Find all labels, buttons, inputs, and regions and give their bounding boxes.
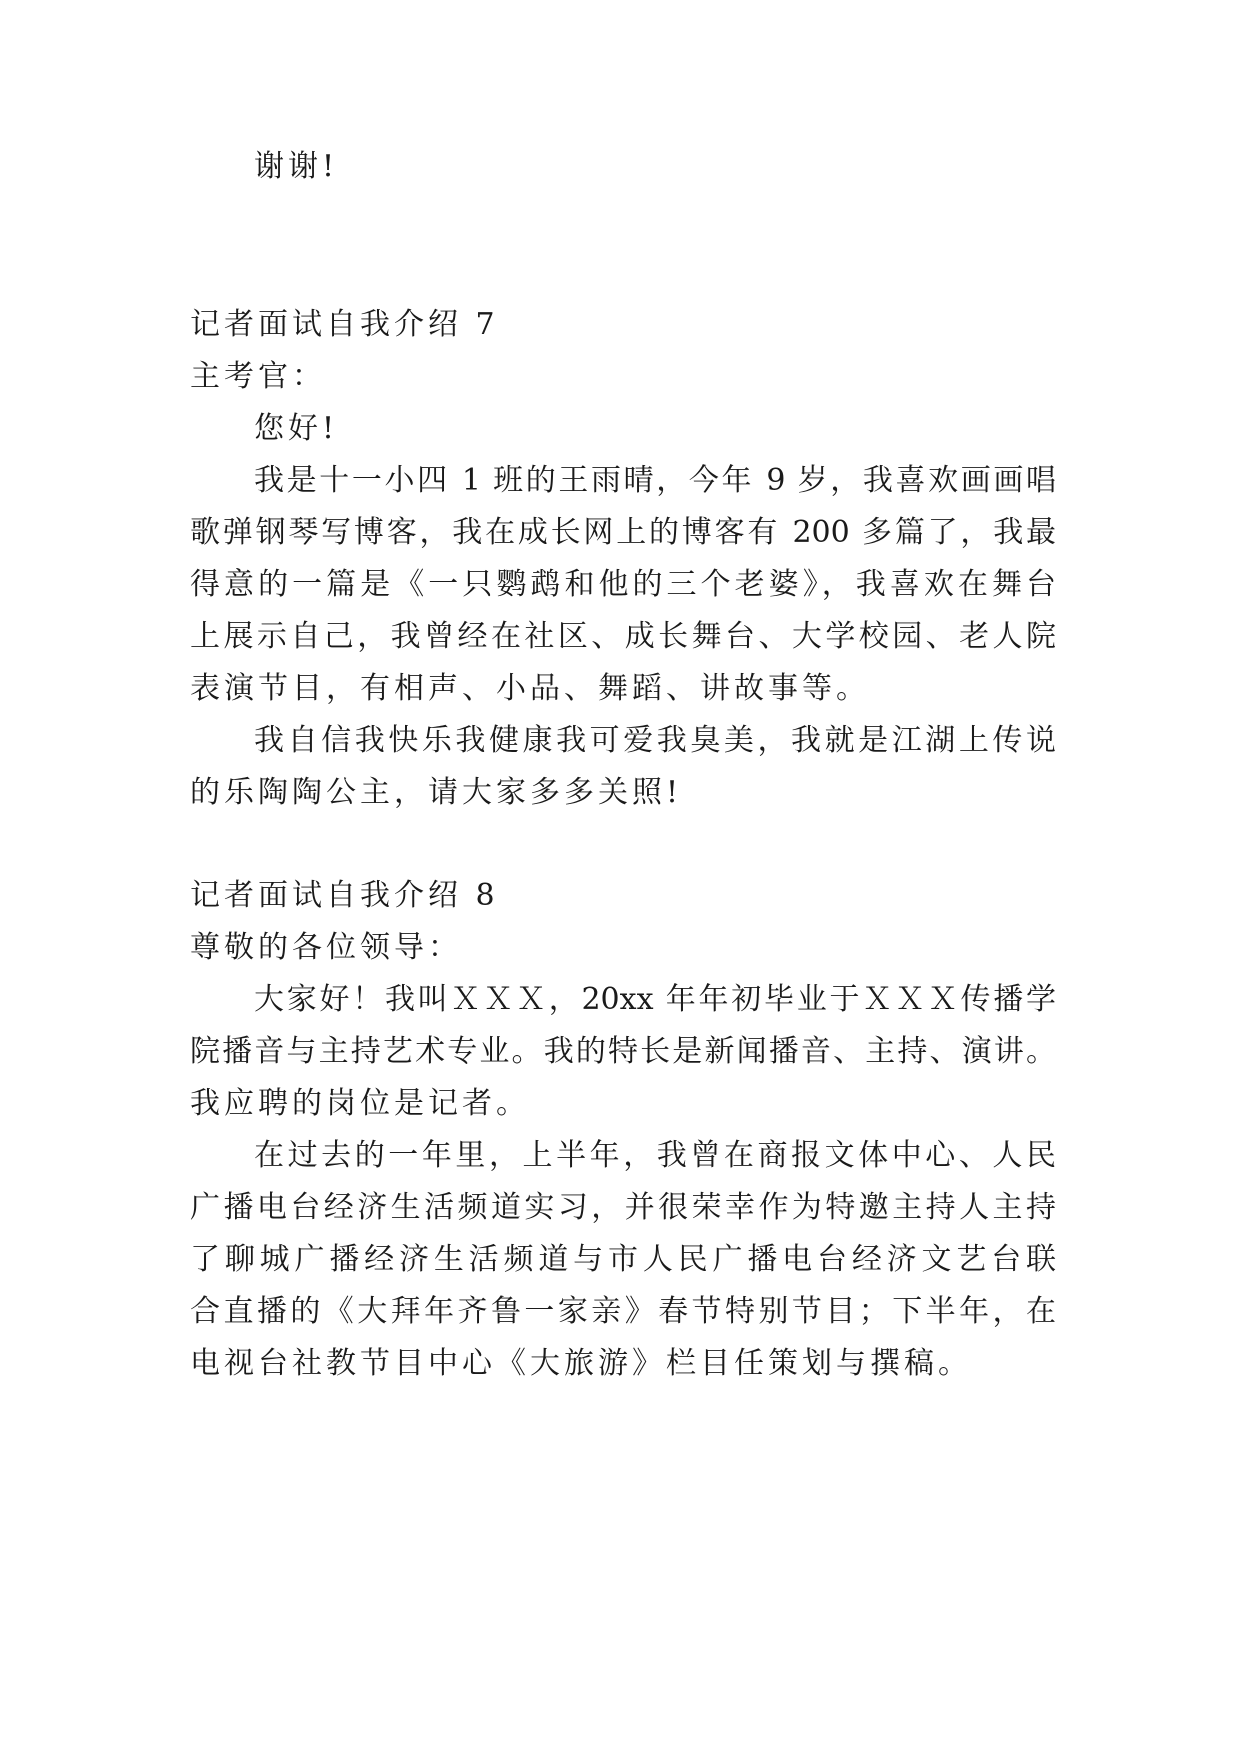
section-8-para1-line: 院播音与主持艺术专业。我的特长是新闻播音、主持、演讲。 [190, 1034, 1056, 1069]
section-7-para1-line: 歌弹钢琴写博客，我在成长网上的博客有 200 多篇了，我最 [190, 515, 1056, 550]
section-8-para1-line: 我应聘的岗位是记者。 [190, 1086, 530, 1121]
section-7-para1-line: 得意的一篇是《一只鹦鹉和他的三个老婆》，我喜欢在舞台 [190, 567, 1056, 602]
section-8-para1-line: 大家好！我叫ＸＸＸ，20xx 年年初毕业于ＸＸＸ传播学 [254, 982, 1056, 1017]
section-8-para2-line: 在过去的一年里，上半年，我曾在商报文体中心、人民 [254, 1138, 1056, 1173]
thanks-line: 谢谢! [254, 149, 339, 184]
document-page [190, 0, 1056, 1754]
section-7-para1-line: 表演节目，有相声、小品、舞蹈、讲故事等。 [190, 671, 870, 706]
section-7-para1-line: 上展示自己，我曾经在社区、成长舞台、大学校园、老人院 [190, 619, 1056, 654]
section-8-para2-line: 广播电台经济生活频道实习，并很荣幸作为特邀主持人主持 [190, 1190, 1056, 1225]
section-8-para2-line: 合直播的《大拜年齐鲁一家亲》春节特别节目；下半年，在 [190, 1294, 1056, 1329]
section-7-para2-line: 我自信我快乐我健康我可爱我臭美，我就是江湖上传说 [254, 723, 1056, 758]
section-8-para2-line: 了聊城广播经济生活频道与市人民广播电台经济文艺台联 [190, 1242, 1056, 1277]
section-8-para2-line: 电视台社教节目中心《大旅游》栏目任策划与撰稿。 [190, 1346, 972, 1381]
section-7-para2-line: 的乐陶陶公主，请大家多多关照! [190, 775, 683, 810]
section-7-para1-line: 我是十一小四 1 班的王雨晴，今年 9 岁，我喜欢画画唱 [254, 463, 1056, 498]
section-8-salutation: 尊敬的各位领导： [190, 930, 462, 965]
section-7-salutation: 主考官： [190, 359, 326, 394]
section-7-greeting: 您好! [254, 411, 339, 446]
section-8-heading: 记者面试自我介绍 8 [190, 878, 499, 913]
section-7-heading: 记者面试自我介绍 7 [190, 307, 499, 342]
